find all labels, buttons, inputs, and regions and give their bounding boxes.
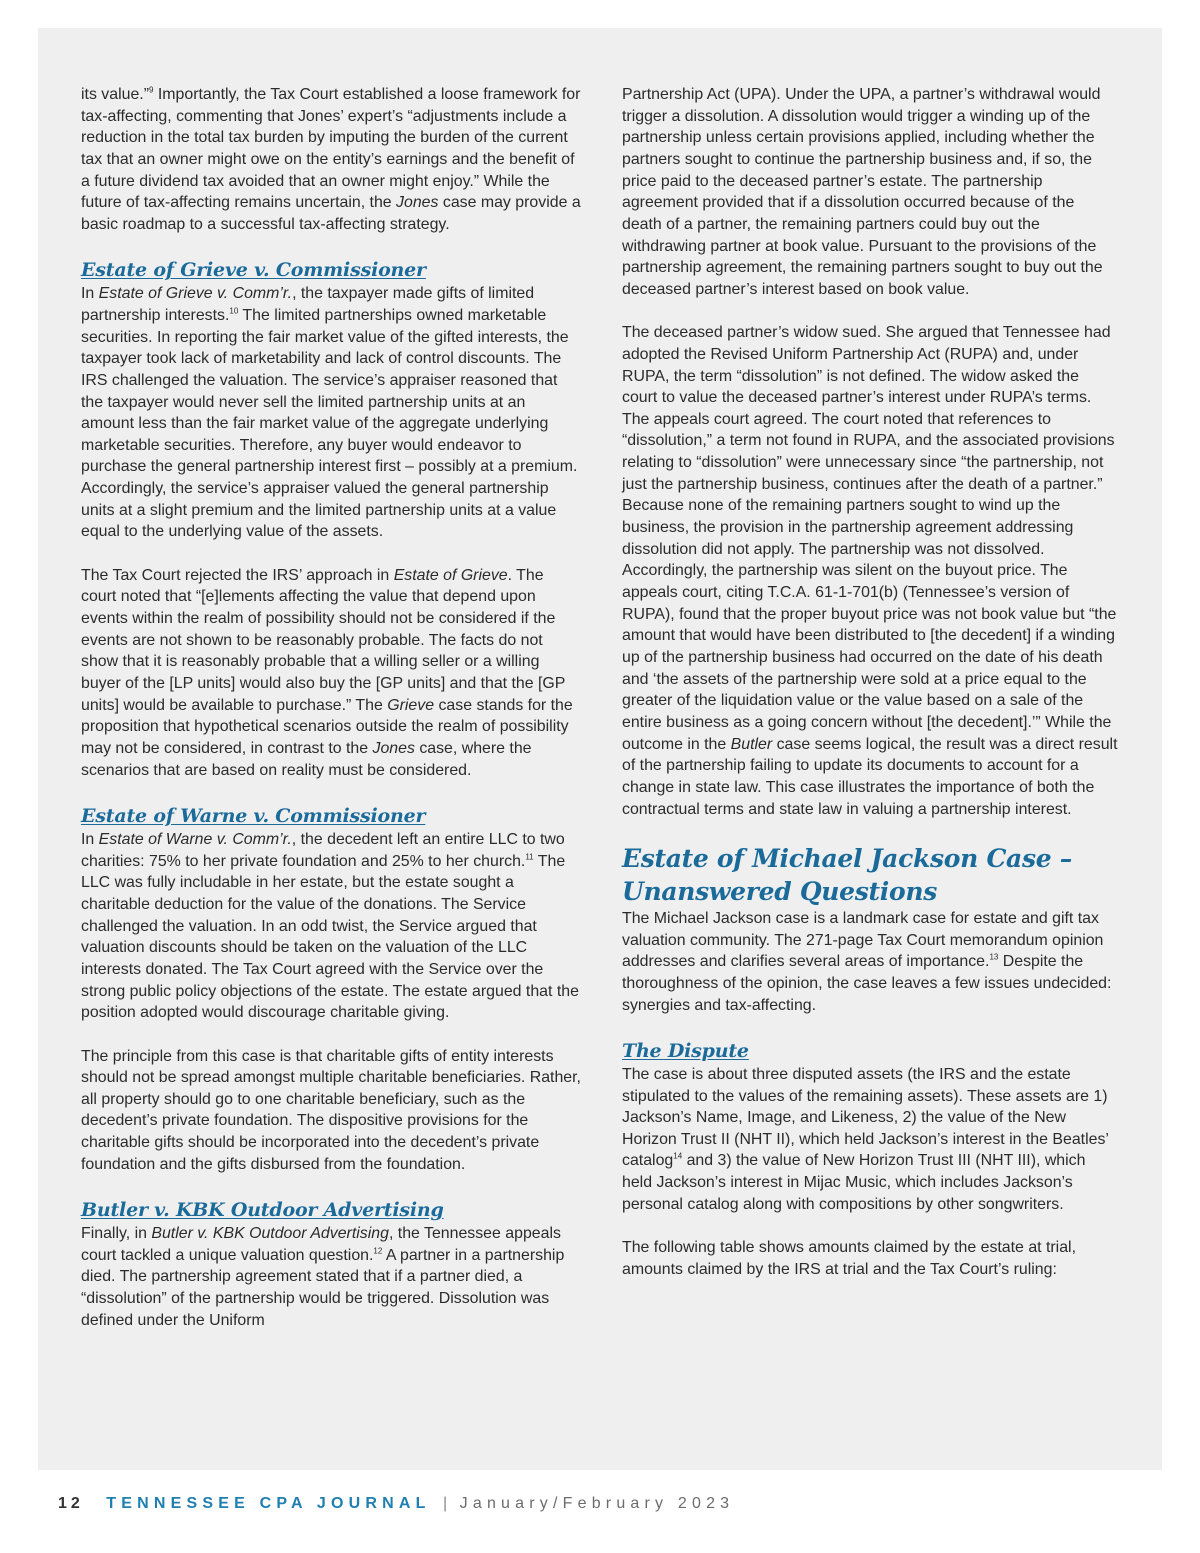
paragraph: The case is about three disputed assets (the IRS and the estate stipulated to the values of the remaining assets). These assets are 1) Jackson’s Name, Image, and Likeness, 2) the value of the New Horizon Trust II (NHT II), which held Jackson’s interest in the Beatles’ catalog$^{14}$ and 3) the value of New Horizon Trust III (NHT III), which held Jackson’s interest in Mijac Music, which includes Jackson’s personal catalog along with compositions by other songwriters. [622,1065,1109,1213]
issue-date: January/February 2023 [459,1495,735,1512]
footnote-ref[interactable]: 13 [989,952,999,962]
section-heading-dispute: The Dispute [622,1039,749,1062]
right-column [622,84,1118,1280]
footnote-ref[interactable]: 10 [229,306,239,316]
page-footer [58,1493,734,1515]
paragraph: In Estate of Grieve v. Comm’r., the taxpayer made gifts of limited partnership interests.$^{10}$ The limited partnerships owned marketable securities. In reporting the fair market value of the gifted interests, the taxpayer took lack of marketability and lack of control discounts. The IRS challenged the valuation. The service’s appraiser reasoned that the taxpayer would never sell the limited partnership units at an amount less than the fair market value of the aggregate underlying marketable securities. Therefore, any buyer would endeavor to purchase the general partnership interest first – possibly at a premium. Accordingly, the service’s appraiser valued the general partnership units at a slight premium and the limited partnership units at a value equal to the underlying value of the assets. [81,285,578,541]
section-heading-warne: Estate of Warne v. Commissioner [81,804,426,827]
footnote-ref[interactable]: 12 [373,1246,383,1256]
journal-name: TENNESSEE CPA JOURNAL [106,1495,431,1512]
paragraph: its value.”$^9$ Importantly, the Tax Court established a loose framework for tax-affecting, commenting that Jones’ expert’s “adjustments include a reduction in the total tax burden by imputing the burden of the current tax that an owner might owe on the entity’s earnings and the benefit of a future dividend tax avoided that an owner might enjoy.” While the future of tax-affecting remains uncertain, the Jones case may provide a basic roadmap to a successful tax-affecting strategy. [81,85,581,233]
left-column [81,84,581,1331]
footnote-ref[interactable]: 14 [673,1152,683,1162]
section-heading-jackson: Estate of Michael Jackson Case – Unanswered Questions [622,843,1072,906]
paragraph: The Tax Court rejected the IRS’ approach in Estate of Grieve. The court noted that “[e]lements affecting the value that depend upon events within the realm of possibility should not be considered if the events are not shown to be reasonably probable. The facts do not show that it is reasonably probable that a willing seller or a willing buyer of the [LP units] would also buy the [GP units] and that the [GP units] would be available to purchase.” The Grieve case stands for the proposition that hypothetical scenarios outside the realm of possibility may not be considered, in contrast to the Jones case, where the scenarios that are based on reality must be considered. [81,566,573,779]
paragraph: The Michael Jackson case is a landmark case for estate and gift tax valuation community. The 271-page Tax Court memorandum opinion addresses and clarifies several areas of importance.$^{13}$ Despite the thoroughness of the opinion, the case leaves a few issues undecided: synergies and tax-affecting. [622,909,1112,1014]
page-number: 12 [58,1495,84,1512]
footer-separator: | [443,1495,448,1512]
paragraph: The deceased partner’s widow sued. She argued that Tennessee had adopted the Revised Uniform Partnership Act (RUPA) and, under RUPA, the term “dissolution” is not defined. The widow asked the court to value the deceased partner’s interest under RUPA’s terms. The appeals court agreed. The court noted that references to “dissolution,” a term not found in RUPA, and the associated provisions relating to “dissolution” were unnecessary since “the partnership, not just the partnership business, continues after the death of a partner.” Because none of the remaining partners sought to wind up the business, the provision in the partnership agreement addressing dissolution did not apply. The partnership was not dissolved. Accordingly, the partnership was silent on the buyout price. The appeals court, citing T.C.A. 61-1-701(b) (Tennessee’s version of RUPA), found that the proper buyout price was not book value but “the amount that would have been distributed to [the decedent] if a winding up of the partnership business had occurred on the date of his death and ‘the assets of the partnership were sold at a price equal to the greater of the liquidation value or the value based on a sale of the entire business as a going concern without [the decedent].’” While the outcome in the Butler case seems logical, the result was a direct result of the partnership failing to update its documents to account for a change in state law. This case illustrates the importance of both the contractual terms and state law in valuing a partnership interest. [622,324,1118,818]
paragraph: The principle from this case is that charitable gifts of entity interests should not be spread amongst multiple charitable beneficiaries. Rather, all property should go to one charitable beneficiary, such as the decedent’s private foundation. The dispositive provisions for the charitable gifts should be incorporated into the decedent’s private foundation and the gifts disbursed from the foundation. [81,1047,581,1173]
paragraph: Finally, in Butler v. KBK Outdoor Advertising, the Tennessee appeals court tackled a unique valuation question.$^{12}$ A partner in a partnership died. The partnership agreement stated that if a partner died, a “dissolution” of the partnership would be triggered. Dissolution was defined under the Uniform [81,1225,565,1329]
section-heading-butler: Butler v. KBK Outdoor Advertising [81,1199,444,1222]
footnote-ref[interactable]: 9 [149,85,154,95]
paragraph: Partnership Act (UPA). Under the UPA, a partner’s withdrawal would trigger a dissolution. A dissolution would trigger a winding up of the partnership unless certain provisions applied, including whether the partners sought to continue the partnership business and, if so, the price paid to the deceased partner’s estate. The partnership agreement provided that if a dissolution occurred because of the death of a partner, the remaining partners could buy out the withdrawing partner at book value. Pursuant to the provisions of the partnership agreement, the remaining partners sought to buy out the deceased partner’s interest based on book value. [622,86,1103,298]
paragraph: The following table shows amounts claimed by the estate at trial, amounts claimed by the IRS at trial and the Tax Court’s ruling: [622,1239,1077,1278]
footnote-ref[interactable]: 11 [525,852,534,862]
paragraph: In Estate of Warne v. Comm’r., the decedent left an entire LLC to two charities: 75% to her private foundation and 25% to her church.$^{11}$ The LLC was fully includable in her estate, but the estate sought a charitable deduction for the value of the donations. The Service challenged the valuation. In an odd twist, the Service argued that valuation discounts should be taken on the valuation of the LLC interests donated. The Tax Court agreed with the Service over the strong public policy objections of the estate. The estate argued that the position adopted would discourage charitable giving. [81,830,579,1022]
section-heading-grieve: Estate of Grieve v. Commissioner [81,259,426,282]
